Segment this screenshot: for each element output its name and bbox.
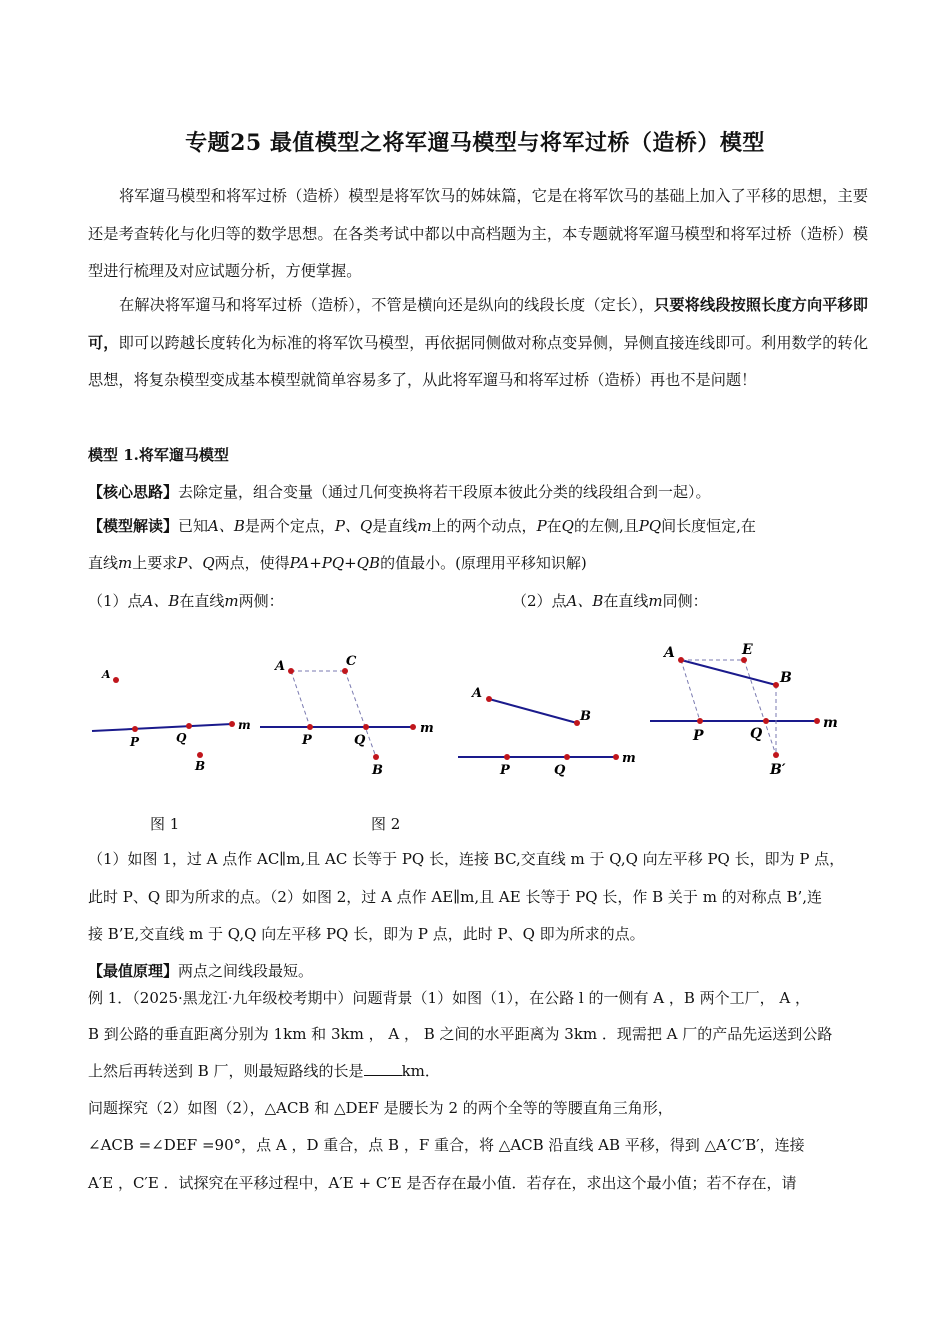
fig1-label-p: P [130,735,140,749]
sym-pq: P、Q [334,517,373,535]
example1-line-3 [88,1060,440,1081]
fig3-point-q [564,754,570,760]
example1-line-5: ∠ACB =∠DEF =90°，点 A ，D 重合，点 B ，F 重合，将 △ACB 沿直线 AB 平移，得到 △A′C′B′，连接 [88,1136,805,1154]
read-text-1: 已知 [178,517,209,535]
fig2-label-m: m [420,721,434,736]
intro-paragraph-1: 将军遛马模型和将军过桥（造桥）模型是将军饮马的姊妹篇，它是在将军饮马的基础上加入了平移的思想，主要还是考查转化与化归等的数学思想。在各类考试中都以中高档题为主，本专题就将军遛马模型和将军过桥（造桥）模型进行梳理及对应试题分析，方便掌握。 [88,187,868,280]
fig1-point-a [113,677,119,683]
read-text-3: 是直线 [372,517,418,535]
example1-line3-b: km． [401,1062,440,1080]
fig4-point-b [773,682,779,688]
core-label: 【核心思路】 [88,483,179,501]
figure-2 [260,654,434,778]
figure-3 [458,686,636,778]
fig4-label-e: E [742,642,753,658]
fig1-point-q [186,723,192,729]
sym-ab: A、B [208,517,245,535]
case1-ab: A、B [142,592,180,610]
intro-paragraph-2 [88,287,868,400]
fig1-point-m [229,721,235,727]
principle [88,960,313,981]
intro-p2-text-b: 即可以跨越长度转化为标准的将军饮马模型，再依据同侧做对称点变异侧，异侧直接连线即可。利用数学的转化思想，将复杂模型变成基本模型就简单容易多了，从此将军遛马和将军过桥（造桥）再也不是问题！ [88,333,869,389]
figure-2-caption: 图 2 [371,815,401,833]
fig1-label-m: m [238,718,251,732]
fig4-dash-ap [681,660,700,721]
case-2-label [512,590,708,611]
read-line2-c: 两点，使得 [214,554,290,572]
principle-text: 两点之间线段最短。 [178,962,314,980]
intro-p2-text-a: 在解决将军遛马和将军过桥（造桥），不管是横向还是纵向的线段长度（定长）， [119,296,655,314]
sym-pq-len: PQ [638,517,662,535]
fig4-point-p [697,718,703,724]
model-reading-line1 [88,515,756,536]
fig4-point-q [763,718,769,724]
fig2-label-p: P [302,733,312,748]
case-1-label [88,590,284,611]
fig1-label-b: B [195,759,206,773]
read-label: 【模型解读】 [88,517,179,535]
figure-1-caption: 图 1 [150,815,180,833]
fig3-label-b: B [580,709,591,724]
explanation-line-3: 接 B’E,交直线 m 于 Q,Q 向左平移 PQ 长，即为 P 点，此时 P、Q 即为所求的点。 [88,925,645,943]
fig2-label-q: Q [354,733,366,748]
core-text: 去除定量，组合变量（通过几何变换将若干段原本彼此分类的线段组合到一起）。 [178,483,711,501]
sym-p: P [536,517,547,535]
example1-line-2: B 到公路的垂直距离分别为 1km 和 3km ， A ， B 之间的水平距离为 3km ．现需把 A 厂的产品先运送到公路 [88,1025,833,1043]
fig4-label-b: B [780,670,792,686]
fig4-label-q: Q [750,726,763,742]
read-text-5: 在 [546,517,562,535]
case1-m: m [224,592,239,610]
case2-b: 在直线 [603,592,649,610]
read-text-6: 的左侧,且 [573,517,639,535]
fig3-label-m: m [622,751,636,766]
fig2-label-a: A [275,659,286,674]
fig1-point-b [197,752,203,758]
fig2-dash-ap [291,671,310,727]
answer-blank[interactable] [364,1061,402,1076]
case2-m: m [648,592,663,610]
read-text-2: 是两个定点， [244,517,335,535]
fig4-label-p: P [693,728,704,744]
fig4-point-b-prime [773,752,779,758]
figure-1 [92,668,251,773]
sym-q: Q [561,517,574,535]
sym-sum: PA+PQ+QB [289,554,381,572]
explanation-line-1: （1）如图 1，过 A 点作 AC∥m,且 AC 长等于 PQ 长，连接 BC,交直线 m 于 Q,Q 向左平移 PQ 长，即为 P 点， [88,850,845,868]
model-reading-line2 [88,552,587,573]
sym-m-2: m [118,554,133,572]
read-text-7: 间长度恒定,在 [661,517,756,535]
fig4-point-m [814,718,820,724]
intro-p2-bold: 只要将线段按照长度方向平移即可， [88,296,868,352]
fig3-label-q: Q [554,763,566,778]
case1-b: 在直线 [179,592,225,610]
principle-label: 【最值原理】 [88,962,179,980]
fig3-point-p [504,754,510,760]
figure-4 [650,642,838,778]
fig2-label-c: C [346,654,357,669]
fig3-label-a: A [472,686,483,701]
fig4-label-b-prime: B′ [770,762,786,778]
fig2-point-p [307,724,313,730]
fig2-point-m [410,724,416,730]
fig1-point-p [132,726,138,732]
fig2-label-b: B [372,763,383,778]
model1-heading: 模型 1.将军遛马模型 [88,446,229,464]
fig1-label-a: A [102,668,111,681]
sym-pq-2: P、Q [177,554,215,572]
fig4-label-a: A [664,645,675,661]
fig1-line-m [92,724,232,731]
read-text-4: 上的两个动点， [431,517,537,535]
case2-a: （2）点 [512,592,567,610]
fig4-point-a [678,657,684,663]
fig3-label-p: P [500,763,510,778]
fig3-segment-ab [489,699,577,723]
case1-c: 两侧： [238,592,284,610]
sym-m: m [417,517,432,535]
page-title: 专题25 最值模型之将军遛马模型与将军过桥（造桥）模型 [185,130,765,156]
example1-line-4: 问题探究（2）如图（2），△ACB 和 △DEF 是腰长为 2 的两个全等的等腰直角三角形， [88,1099,673,1117]
case2-c: 同侧： [662,592,708,610]
read-line2-b: 上要求 [132,554,178,572]
case2-ab: A、B [566,592,604,610]
fig4-segment-ab [681,660,776,685]
case1-a: （1）点 [88,592,143,610]
read-line2-a: 直线 [88,554,119,572]
fig3-point-m [613,754,619,760]
read-line2-d: 的值最小。(原理用平移知识解) [380,554,587,572]
fig2-point-q [363,724,369,730]
example1-line3-a: 上然后再转送到 B 厂，则最短路线的长是 [88,1062,364,1080]
fig3-point-a [486,696,492,702]
example1-line-1: 例 1．（2025·黑龙江·九年级校考期中）问题背景（1）如图（1），在公路 l 的一侧有 A ，B 两个工厂， A ， [88,989,810,1007]
fig2-point-a [288,668,294,674]
core-idea [88,481,711,502]
fig2-point-b [373,754,379,760]
explanation-line-2: 此时 P、Q 即为所求的点。（2）如图 2，过 A 点作 AE∥m,且 AE 长等于 PQ 长，作 B 关于 m 的对称点 B’,连 [88,888,823,906]
fig4-label-m: m [823,715,838,731]
model-figures [0,630,950,800]
fig1-label-q: Q [176,731,187,745]
example1-line-6: A′E ，C′E ．试探究在平移过程中，A′E + C′E 是否存在最小值．若存在，求出这个最小值；若不存在，请 [88,1174,797,1192]
